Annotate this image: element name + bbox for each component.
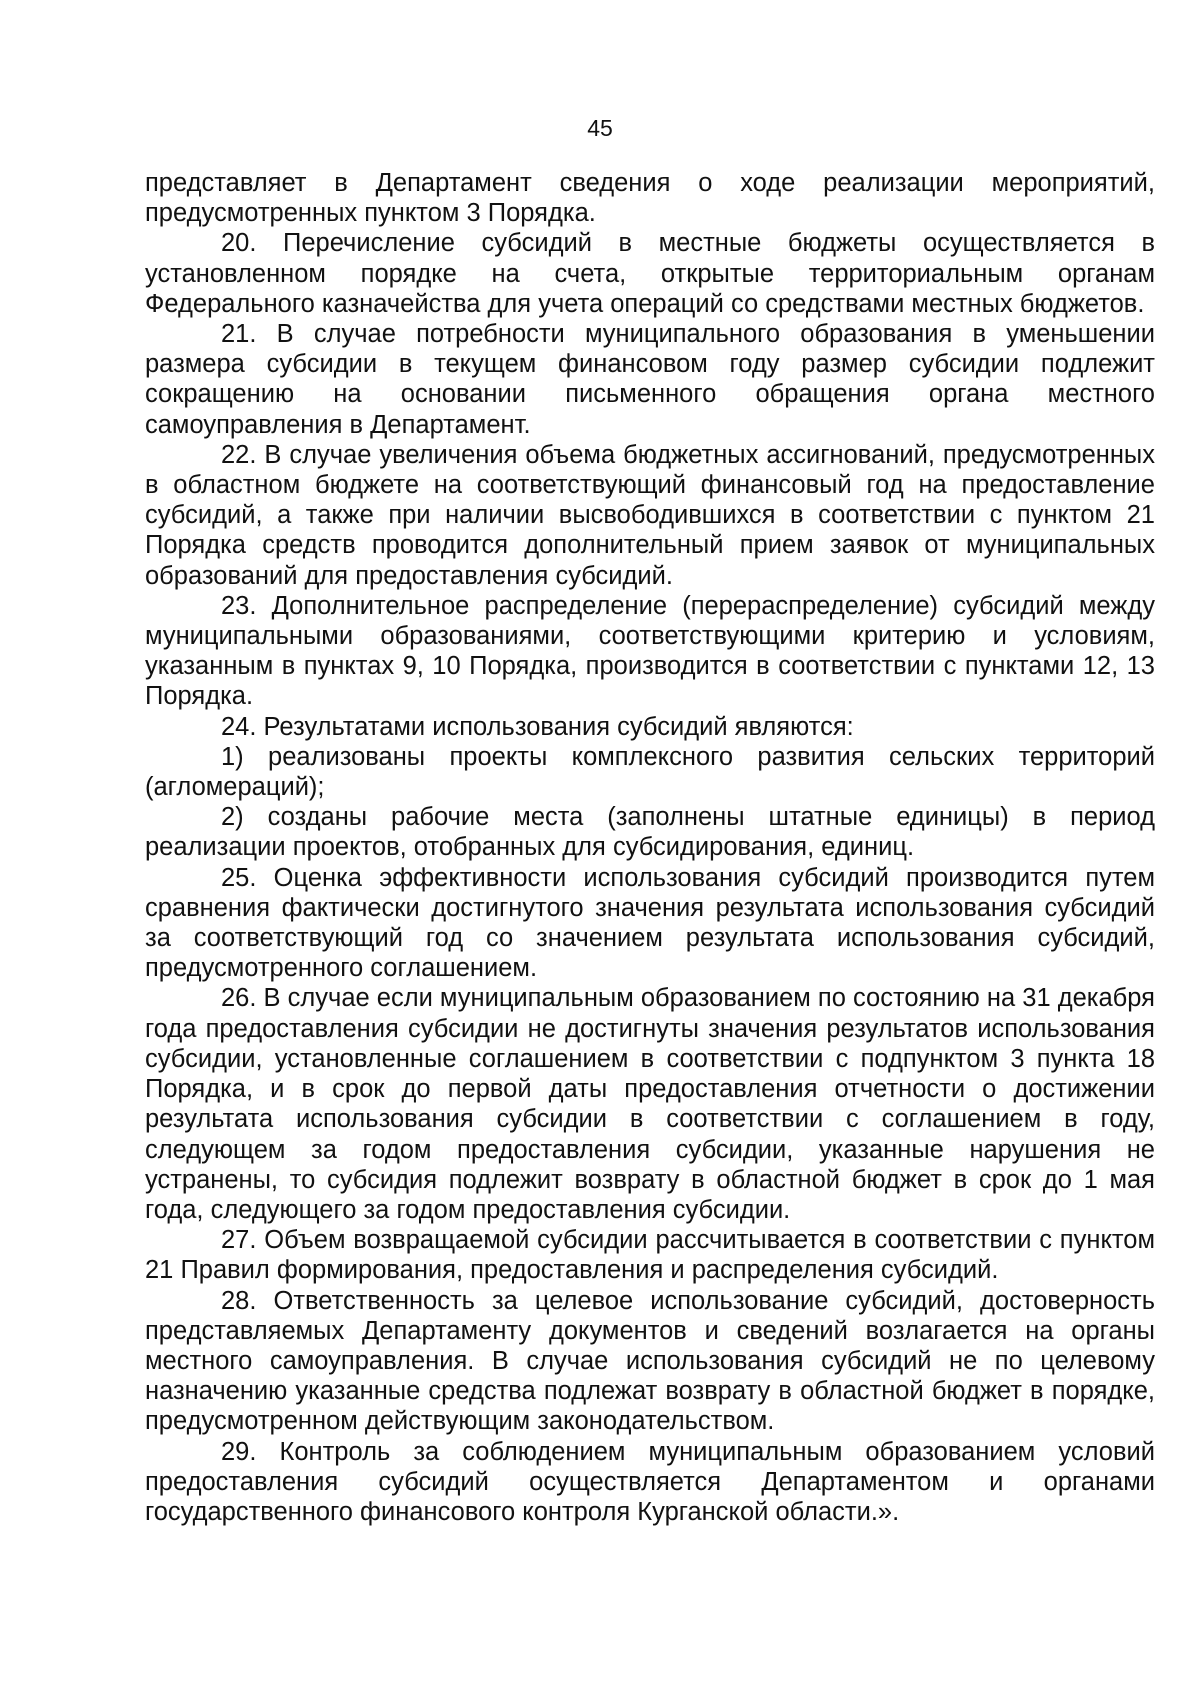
paragraph-24: 24. Результатами использования субсидий являются: — [221, 712, 854, 741]
paragraph-22: 22. В случае увеличения объема бюджетных ассигнований, предусмотренных в областном бюджете на соответствующий финансовый год на предоставление субсидий, а также при наличии высвободившихся в соответствии с пунктом 21 Порядка средств проводится дополнительный прием заявок от муниципальных образований для предоставления субсидий. — [145, 440, 1155, 590]
page-number: 45 — [587, 115, 613, 141]
paragraph-27: 27. Объем возвращаемой субсидии рассчитывается в соответствии с пунктом 21 Правил формирования, предоставления и распределения субсидий. — [145, 1226, 1155, 1285]
paragraph-24-item-2: 2) созданы рабочие места (заполнены штатные единицы) в период реализации проектов, отобранных для субсидирования, единиц. — [145, 803, 1155, 862]
paragraph-20: 20. Перечисление субсидий в местные бюджеты осуществляется в установленном порядке на счета, открытые территориальным органам Федерального казначейства для учета операций со средствами местных бюджетов. — [145, 229, 1155, 318]
paragraph-24-item-1: 1) реализованы проекты комплексного развития сельских территорий (агломераций); — [145, 742, 1155, 802]
paragraph-26: 26. В случае если муниципальным образованием по состоянию на 31 декабря года предоставления субсидии не достигнуты значения результатов использования субсидии, установленные соглашением в соответствии с подпунктом 3 пункта 18 Порядка, и в срок до первой даты предоставления отчетности о достижении результата использования субсидии в соответствии с соглашением в году, следующем за годом предоставления субсидии, указанные нарушения не устранены, то субсидия подлежит возврату в областной бюджет в срок до 1 мая года, следующего за годом предоставления субсидии. — [145, 984, 1155, 1224]
paragraph-25: 25. Оценка эффективности использования субсидий производится путем сравнения фактически достигнутого значения результата использования субсидий за соответствующий год со значением результата использования субсидий, предусмотренного соглашением. — [145, 863, 1155, 983]
paragraph-28: 28. Ответственность за целевое использование субсидий, достоверность представляемых Департаменту документов и сведений возлагается на органы местного самоуправления. В случае использования субсидий не по целевому назначению указанные средства подлежат возврату в областной бюджет в порядке, предусмотренном действующим законодательством. — [145, 1286, 1155, 1436]
document-body — [145, 168, 1155, 1527]
paragraph-29: 29. Контроль за соблюдением муниципальным образованием условий предоставления субсидий осуществляется Департаментом и органами государственного финансового контроля Курганской области.». — [145, 1437, 1155, 1526]
paragraph-continuation: представляет в Департамент сведения о ходе реализации мероприятий, предусмотренных пунктом 3 Порядка. — [145, 169, 1155, 228]
paragraph-21: 21. В случае потребности муниципального образования в уменьшении размера субсидии в текущем финансовом году размер субсидии подлежит сокращению на основании письменного обращения органа местного самоуправления в Департамент. — [145, 320, 1155, 439]
paragraph-23: 23. Дополнительное распределение (перераспределение) субсидий между муниципальными образованиями, соответствующими критерию и условиям, указанным в пунктах 9, 10 Порядка, производится в соответствии с пунктами 12, 13 Порядка. — [145, 591, 1155, 711]
